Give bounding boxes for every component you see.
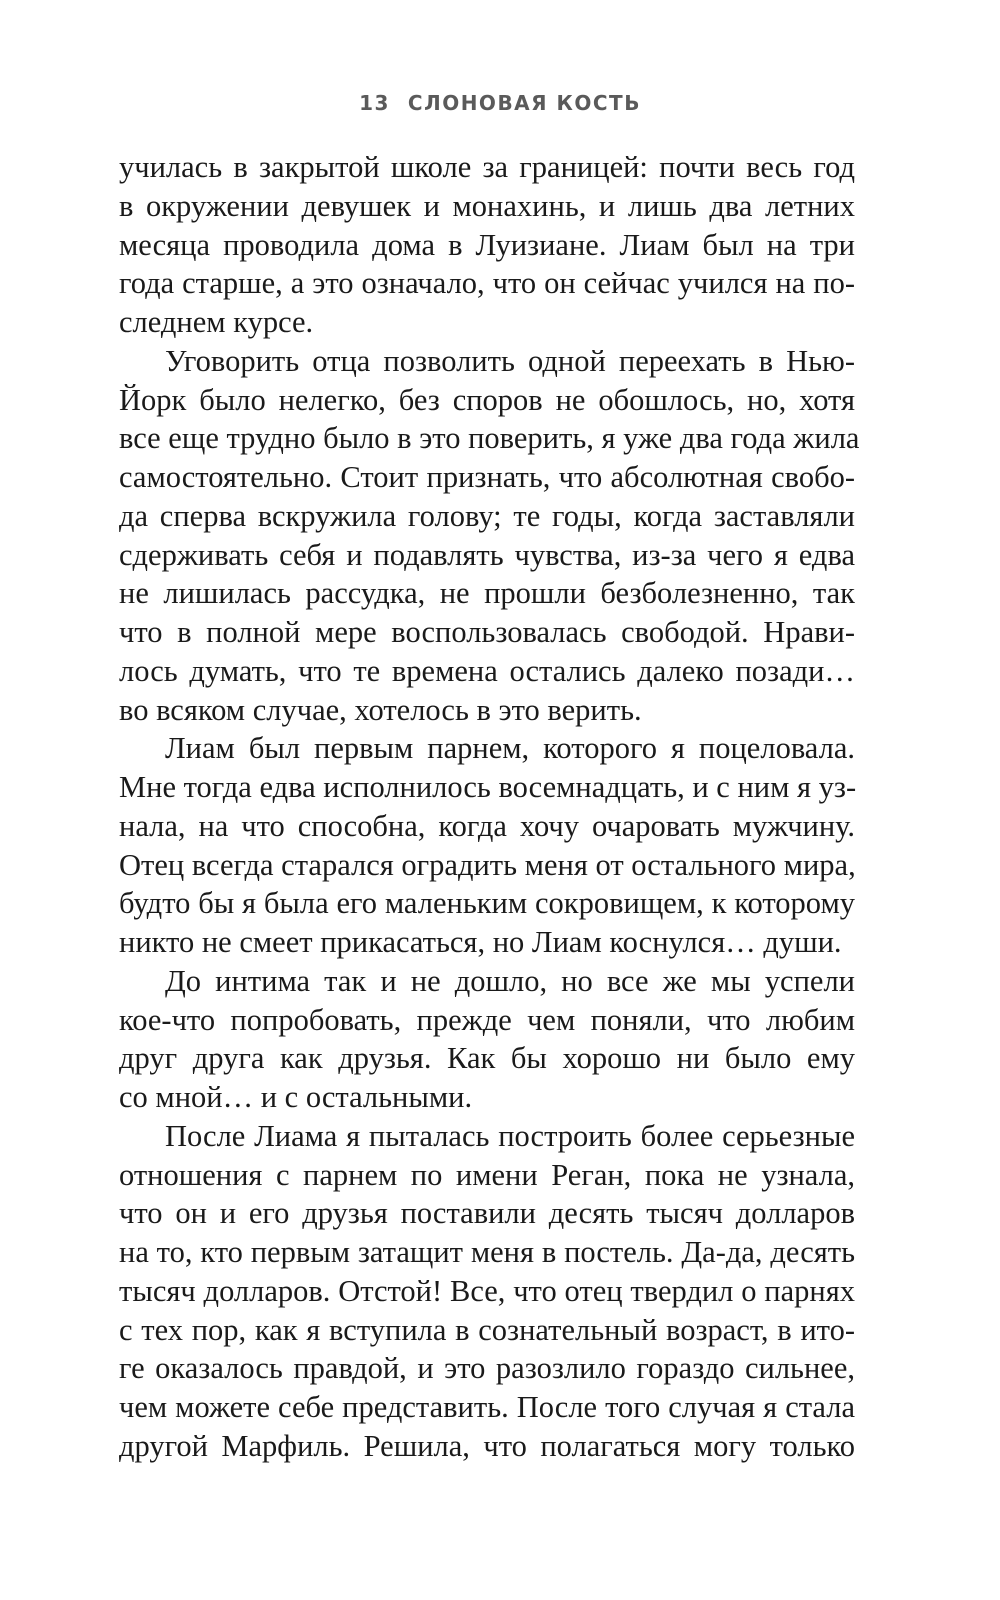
text-line: самостоятельно. Стоит признать, что абсолютная свобо- — [119, 460, 855, 494]
text-line: Отец всегда старался оградить меня от остального мира, — [119, 847, 856, 882]
text-line: следнем курсе. — [119, 305, 314, 339]
chapter-title: СЛОНОВАЯ КОСТЬ — [407, 91, 641, 115]
text-line: чем можете себе представить. После того случая я стала — [119, 1390, 855, 1424]
text-line: Лиам был первым парнем, которого я поцеловала. — [165, 731, 855, 766]
text-line: отношения с парнем по имени Реган, пока не узнала, — [119, 1157, 855, 1192]
text-line: что он и его друзья поставили десять тысяч долларов — [119, 1196, 855, 1231]
text-line: будто бы я была его маленьким сокровищем, к которому — [119, 886, 855, 921]
text-line: тысяч долларов. Отстой! Все, что отец твердил о парнях — [119, 1273, 855, 1308]
text-line: все еще трудно было в это поверить, я уже два года жила — [119, 421, 860, 456]
text-line: что в полной мере воспользовалась свободой. Нрави- — [119, 615, 855, 649]
body-text — [119, 148, 860, 1466]
text-line: со мной… и с остальными. — [119, 1080, 473, 1114]
text-line: лось думать, что те времена остались далеко позади… — [119, 653, 855, 688]
text-line: До интима так и не дошло, но все же мы успели — [165, 963, 855, 998]
running-head — [0, 90, 1000, 116]
text-line: не лишилась рассудка, не прошли безболезненно, так — [119, 576, 855, 611]
text-line: училась в закрытой школе за границей: почти весь год — [119, 150, 855, 184]
text-line: Йорк было нелегко, без споров не обошлось, но, хотя — [119, 382, 855, 417]
text-line: кое-что попробовать, прежде чем поняли, что любим — [119, 1002, 855, 1037]
text-line: Мне тогда едва исполнилось восемнадцать, и с ним я уз- — [119, 770, 857, 804]
text-line: друг друга как друзья. Как бы хорошо ни было ему — [119, 1041, 855, 1076]
text-line: в окружении девушек и монахинь, и лишь два летних — [119, 188, 855, 223]
text-line: сдерживать себя и подавлять чувства, из-за чего я едва — [119, 537, 855, 572]
text-line: После Лиама я пыталась построить более серьезные — [165, 1118, 855, 1153]
text-line: да сперва вскружила голову; те годы, когда заставляли — [119, 498, 855, 533]
text-line: с тех пор, как я вступила в сознательный возраст, в ито- — [119, 1312, 855, 1347]
text-line: ге оказалось правдой, и это разозлило гораздо сильнее, — [119, 1351, 855, 1386]
text-line: на то, кто первым затащит меня в постель. Да-да, десять — [119, 1235, 855, 1269]
text-line: месяца проводила дома в Луизиане. Лиам был на три — [119, 227, 855, 262]
text-line: во всяком случае, хотелось в это верить. — [119, 692, 642, 727]
text-line: года старше, а это означало, что он сейчас учился на по- — [119, 266, 855, 301]
text-line: нала, на что способна, когда хочу очаровать мужчину. — [119, 808, 855, 843]
text-line: никто не смеет прикасаться, но Лиам коснулся… души. — [119, 925, 842, 959]
page-number: 13 — [359, 91, 390, 115]
text-line: другой Марфиль. Решила, что полагаться могу только — [119, 1428, 855, 1463]
text-line: Уговорить отца позволить одной переехать в Нью- — [165, 343, 855, 378]
